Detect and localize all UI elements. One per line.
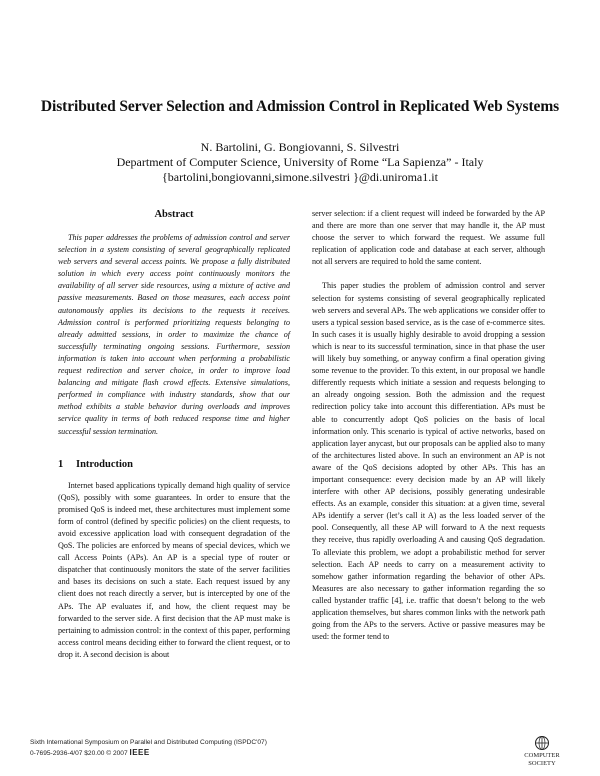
left-column	[58, 208, 290, 661]
paper-title: Distributed Server Selection and Admission Control in Replicated Web Systems	[40, 98, 560, 115]
ieee-logo: IEEE	[129, 747, 150, 757]
author-block	[40, 140, 560, 185]
author-names: N. Bartolini, G. Bongiovanni, S. Silvestri	[200, 140, 400, 154]
author-affiliation: Department of Computer Science, University of Rome “La Sapienza” - Italy	[116, 155, 484, 169]
page-footer	[30, 738, 450, 758]
computer-society-logo-icon	[532, 735, 552, 751]
right-paragraph-2: This paper studies the problem of admission control and server selection for systems consisting of several geographically replicated web servers and several APs. The web applications we consider offer to users a typical session based service, as is the case of e-commerce sites. In such cases it is usually highly desirable to avoid dropping a session which is near to its successful termination, since in that phase the user will likely buy something, or anyway confirm a final operation giving some revenue to the provider. To this extent, in our proposal we handle differently requests which initiate a session and requests belonging to an already ongoing session. Both the admission and the request redirection policy take into account this differentiation. APs must be able to concurrently adopt QoS policies on the basis of local information only. This scenario is typical of active networks, based on application layer anycast, but our proposals can be applied also to many of the architectures listed above. In such an environment an AP is not aware of the QoS decisions adopted by other APs. This has an important consequence: every decision made by an AP will likely interfere with other AP decisions, possibly generating undesirable effects. As an example, consider this situation: at a given time, several APs identify a server (let’s call it A) as the less loaded server of the pool. Consequently, all these AP will forward to A the next requests they receive, thus rapidly overloading A and causing QoS degradation. To alleviate this problem, we adopt a probabilistic method for server selection. Each AP needs to carry on a measurement activity to somehow gather information regarding the behavior of other APs. Measures are also necessary to gather information regarding the so called bystander traffic [4], i.e. traffic that doesn’t belong to the web application themselves, but shares common links with the network path going from the APs to the servers. Active or passive measures may be used: the former tend to	[312, 281, 545, 642]
introduction-paragraph: Internet based applications typically demand high quality of service (QoS), possibly with some guarantees. In order to ensure that the promised QoS is indeed met, these architectures must implement some form of control (defined by specific policies) on the client requests, to avoid excessive application load with consequent degradation of the QoS. The policies are enforced by means of special devices, which we call Access Points (APs). An AP is a special type of router or dispatcher that continuously monitors the state of the server facilities and bases its decisions on such a state. Each request issued by any client does not reach directly a server, but is intercepted by one of the APs. The AP evaluates if, and how, the client request may be forwarded to the server side. A first decision that the AP must make is pertaining to admission control: in the context of this paper, performing access control means deciding either to forward the client request, or to drop it. A second decision is about	[58, 480, 290, 659]
section-heading-introduction	[58, 458, 290, 472]
footer-isbn: 0-7695-2936-4/07 $20.00 © 2007	[30, 749, 128, 757]
logo-text-computer: COMPUTER	[524, 752, 560, 759]
logo-text-society: SOCIETY	[528, 760, 556, 767]
abstract-text: This paper addresses the problems of admission control and server selection in a system consisting of several geographically replicated web servers and several access points. We propose a fully distributed solution in which every access point continuously monitors the availability of all server side resources, using a mixture of active and passive measurements. Based on those measures, each access point autonomously applies its decisions to the requests it receives. Admission control is performed prioritizing requests belonging to already admitted sessions, in order to maximize the chance of successfully terminating ongoing sessions. Furthermore, session information is taken into account when performing a probabilistic request redirection and server choice, in order to improve load balancing and mitigate flash crowd effects. Extensive simulations, performed in compliance with industry standards, show that our method exhibits a stable behavior during overloads and improves service quality in terms of both reduced response time and higher successful session termination.	[58, 233, 290, 436]
right-paragraph-1: server selection: if a client request will indeed be forwarded by the AP and there are more than one server that may handle it, the AP must choose the server to which forward the request. We assume full replication of application code and database at each server, although not all servers are required to hold the same content.	[312, 209, 545, 267]
right-column	[312, 208, 545, 643]
footer-copyright-line	[30, 748, 450, 759]
computer-society-logo	[512, 735, 572, 768]
section-number: 1	[58, 458, 64, 470]
section-title: Introduction	[76, 458, 133, 470]
author-email: {bartolini,bongiovanni,simone.silvestri }@di.uniroma1.it	[162, 170, 438, 184]
abstract-heading: Abstract	[154, 209, 194, 220]
footer-conference: Sixth International Symposium on Parallel and Distributed Computing (ISPDC'07)	[30, 739, 267, 746]
